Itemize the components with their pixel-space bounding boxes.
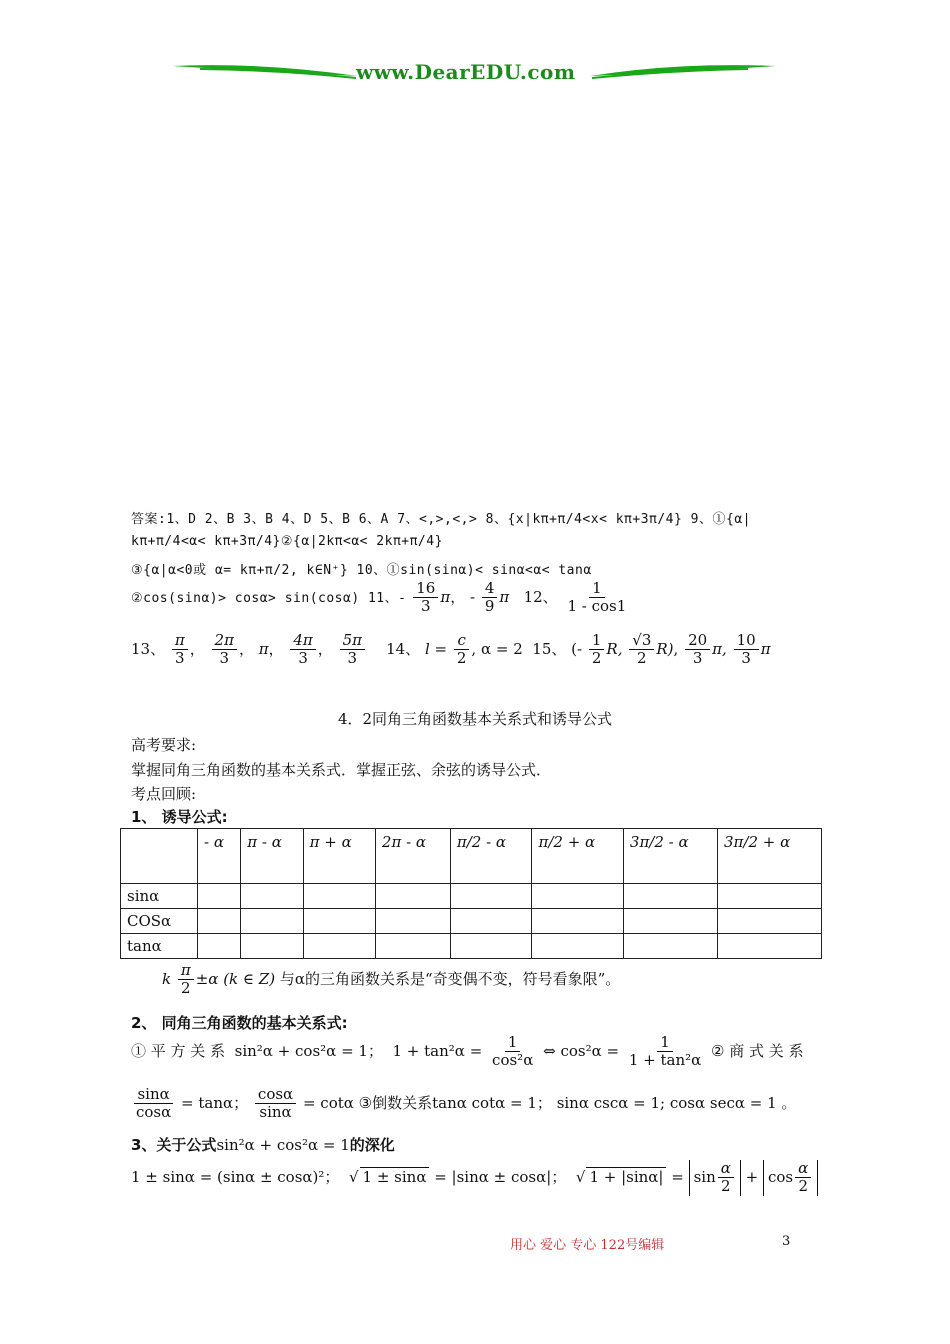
site-name[interactable]: www.DearEDU.com: [356, 60, 576, 84]
answer-15-frac-2: $\frac{√3}{2}$: [629, 632, 654, 668]
table-header-cell: 2π - α: [375, 829, 450, 884]
footer-text: 用心 爱心 专心 122号编辑: [510, 1238, 665, 1253]
row-label: tanα: [121, 934, 198, 959]
table-cell: [375, 884, 450, 909]
relations-line-2: $\frac{\sin\alpha}{\cos\alpha}$ = tanα； $\frac{\cos\alpha}{\sin\alpha}$ = cotα ③倒数关系tanα cotα = 1； sinα cscα = 1; cosα secα = 1 。: [131, 1086, 796, 1122]
table-cell: [450, 909, 532, 934]
table-cell: [241, 909, 303, 934]
table-cell: [198, 884, 241, 909]
table-header-row: [121, 829, 822, 884]
table-cell: [623, 934, 717, 959]
answer-15-frac-1: $\frac{1}{2}$: [589, 632, 605, 668]
heading-basic-relations: 2、 同角三角函数的基本关系式:: [131, 1014, 348, 1032]
deepening-line: 1 ± sinα = (sinα ± cosα)²； √ 1 ± sinα = |sinα ± cosα|； √ 1 + |sinα| = sin $\frac{\alpha}{2}$ + cos $\frac{\alpha}{2}$: [131, 1160, 818, 1196]
answers-line-2: kπ+π/4<α< kπ+3π/4}②{α|2kπ<α< 2kπ+π/4}: [131, 534, 443, 549]
table-header-cell: π + α: [303, 829, 375, 884]
answer-11-frac-1: $\frac{16}{3}$: [413, 580, 438, 616]
section-title: 4．2同角三角函数基本关系式和诱导公式: [337, 710, 613, 728]
quotient-frac-1: $\frac{\sin\alpha}{\cos\alpha}$: [136, 1085, 172, 1122]
table-row: [121, 934, 822, 959]
table-corner-cell: [121, 829, 198, 884]
table-cell: [718, 884, 822, 909]
table-header-cell: π - α: [241, 829, 303, 884]
table-cell: [718, 909, 822, 934]
rule-line: k $\frac{\pi}{2}$ ±α (k ∈ Z) 与α的三角函数关系是“奇变偶不变，符号看象限”。: [162, 961, 621, 998]
quotient-frac-2: $\frac{\cos\alpha}{\sin\alpha}$: [255, 1086, 296, 1122]
table-cell: [532, 909, 623, 934]
table-header-cell: - α: [198, 829, 241, 884]
heading-induction-formulas: 1、 诱导公式:: [131, 808, 228, 826]
relations-frac-1: $\frac{1}{\text{cos²α}}$: [492, 1033, 534, 1070]
row-label: COSα: [121, 909, 198, 934]
answers-line-3: ③{α|α<0或 α= kπ+π/2, k∈N⁺} 10、①sin(sinα)< sinα<α< tanα: [131, 563, 592, 578]
requirements-label: 高考要求:: [131, 736, 197, 754]
table-cell: [198, 909, 241, 934]
table-header-cell: π/2 - α: [450, 829, 532, 884]
answers-line-4-prefix: ②cos(sinα)> cosα> sin(cosα) 11、-: [131, 590, 407, 606]
review-label: 考点回顾:: [131, 785, 197, 803]
answer-12-frac: $\frac{1}{1 - \cos 1}$: [567, 579, 627, 616]
abs-sin-half: sin $\frac{\alpha}{2}$: [689, 1160, 741, 1196]
requirements-text: 掌握同角三角函数的基本关系式．掌握正弦、余弦的诱导公式．: [131, 761, 552, 779]
sqrt-2: 1 + |sinα|: [586, 1167, 666, 1186]
table-cell: [241, 934, 303, 959]
table-cell: [241, 884, 303, 909]
table-cell: [303, 884, 375, 909]
table-cell: [532, 884, 623, 909]
answer-13-frac-3: $\frac{4\pi}{3}$: [290, 632, 315, 668]
table-cell: [375, 934, 450, 959]
answer-11-frac-2: $\frac{4}{9}$: [482, 580, 498, 616]
answer-13-frac-1: $\frac{\pi}{3}$: [172, 632, 188, 668]
answer-15-frac-4: $\frac{10}{3}$: [734, 632, 759, 668]
table-cell: [718, 934, 822, 959]
abs-cos-half: cos $\frac{\alpha}{2}$: [763, 1160, 818, 1196]
table-cell: [532, 934, 623, 959]
page-number: 3: [782, 1234, 791, 1249]
induction-table: [120, 828, 822, 959]
table-header-cell: 3π/2 + α: [718, 829, 822, 884]
table-row: [121, 884, 822, 909]
heading-deepening: 3、关于公式sin²α + cos²α = 1的深化: [131, 1136, 395, 1154]
table-cell: [303, 934, 375, 959]
table-cell: [303, 909, 375, 934]
relations-frac-2: $\frac{1}{\text{1 + tan²α}}$: [628, 1033, 702, 1070]
answer-14-frac: $\frac{c}{2}$: [454, 632, 470, 668]
left-swoosh-icon: [170, 60, 360, 84]
answers-line-4: ②cos(sinα)> cosα> sin(cosα) 11、- $\frac{16}{3}$ π， - $\frac{4}{9}$ π 12、 $\frac{1}{1 - \cos 1}$: [131, 580, 631, 616]
table-header-cell: π/2 + α: [532, 829, 623, 884]
answers-line-1: 答案:1、D 2、B 3、B 4、D 5、B 6、A 7、<,>,<,> 8、{x|kπ+π/4<x< kπ+3π/4} 9、①{α|: [131, 512, 751, 527]
table-cell: [623, 884, 717, 909]
answers-line-5: 13、 $\frac{\pi}{3}$ ， $\frac{2\pi}{3}$ ， π， $\frac{4\pi}{3}$ ， $\frac{5\pi}{3}$ 14、 l = $\frac{c}{2}$ , α = 2 15、 (- $\frac{1}{2}$ R, $\frac{√3}{2}$ R), $\frac{20}{3}$ π, $\frac{10}{3}$ π: [131, 631, 771, 668]
rule-frac: $\frac{\pi}{2}$: [178, 962, 194, 998]
relations-line-1: ① 平 方 关 系 sin²α + cos²α = 1； 1 + tan²α = $\frac{1}{\text{cos²α}}$ ⇔ cos²α = $\frac{1}{\text{1 + tan²α}}$ ② 商 式 关 系: [131, 1033, 804, 1070]
header-banner: [170, 56, 780, 92]
answer-13-frac-4: $\frac{5\pi}{3}$: [340, 632, 365, 668]
row-label: sinα: [121, 884, 198, 909]
answer-13-frac-2: $\frac{2\pi}{3}$: [212, 632, 237, 668]
right-swoosh-icon: [588, 60, 778, 84]
answer-15-frac-3: $\frac{20}{3}$: [685, 632, 710, 668]
table-row: [121, 909, 822, 934]
table-header-cell: 3π/2 - α: [623, 829, 717, 884]
table-cell: [450, 884, 532, 909]
table-cell: [450, 934, 532, 959]
table-cell: [375, 909, 450, 934]
table-cell: [198, 934, 241, 959]
sqrt-1: 1 ± sinα: [360, 1167, 430, 1186]
table-cell: [623, 909, 717, 934]
